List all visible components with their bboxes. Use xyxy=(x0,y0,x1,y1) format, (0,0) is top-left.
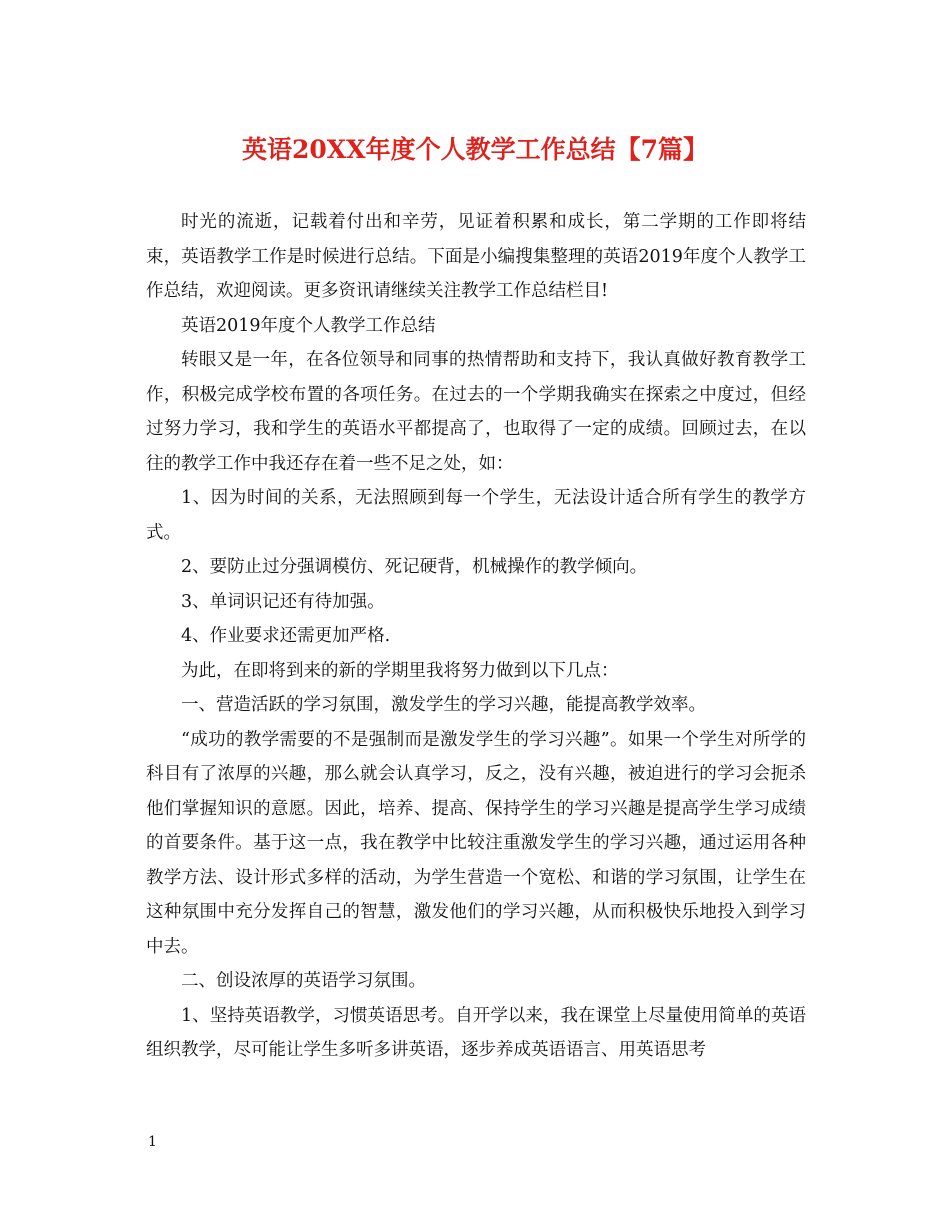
paragraph-subtitle: 英语2019年度个人教学工作总结 xyxy=(181,315,436,336)
paragraph-intro: 时光的流逝，记载着付出和辛劳，见证着积累和成长，第二学期的工作即将结束，英语教学工作是时候进行总结。下面是小编搜集整理的英语2019年度个人教学工作总结，欢迎阅读。更多资讯请继续关注教学工作总结栏目! xyxy=(146,212,806,301)
paragraph-plan-intro: 为此，在即将到来的新的学期里我将努力做到以下几点： xyxy=(181,660,619,681)
page-number: 1 xyxy=(148,1134,157,1150)
paragraph-review: 转眼又是一年，在各位领导和同事的热情帮助和支持下，我认真做好教育教学工作，积极完成学校布置的各项任务。在过去的一个学期我确实在探索之中度过，但经过努力学习，我和学生的英语水平都提高了，也取得了一定的成绩。回顾过去，在以往的教学工作中我还存在着一些不足之处，如： xyxy=(146,350,806,474)
paragraph-item-3: 3、单词识记还有待加强。 xyxy=(181,591,385,612)
paragraph-item-2: 2、要防止过分强调模仿、死记硬背，机械操作的教学倾向。 xyxy=(181,557,648,577)
paragraph-item-1: 1、因为时间的关系，无法照顾到每一个学生，无法设计适合所有学生的教学方式。 xyxy=(146,488,806,543)
paragraph-section-2: 二、创设浓厚的英语学习氛围。 xyxy=(181,971,426,991)
document-body xyxy=(146,205,806,1068)
paragraph-english-teaching: 1、坚持英语教学，习惯英语思考。自开学以来，我在课堂上尽量使用简单的英语组织教学，尽可能让学生多听多讲英语，逐步养成英语语言、用英语思考 xyxy=(146,1005,806,1060)
document-title: 英语20XX年度个人教学工作总结【7篇】 xyxy=(242,135,708,164)
paragraph-item-4: 4、作业要求还需更加严格. xyxy=(181,626,391,646)
paragraph-interest: “成功的教学需要的不是强制而是激发学生的学习兴趣”。如果一个学生对所学的科目有了浓厚的兴趣，那么就会认真学习，反之，没有兴趣，被迫进行的学习会扼杀他们掌握知识的意愿。因此，培养、提高、保持学生的学习兴趣是提高学生学习成绩的首要条件。基于这一点，我在教学中比较注重激发学生的学习兴趣，通过运用各种教学方法、设计形式多样的活动，为学生营造一个宽松、和谐的学习氛围，让学生在这种氛围中充分发挥自己的智慧，激发他们的学习兴趣，从而积极快乐地投入到学习中去。 xyxy=(146,729,806,957)
paragraph-section-1: 一、营造活跃的学习氛围，激发学生的学习兴趣，能提高教学效率。 xyxy=(181,695,706,715)
